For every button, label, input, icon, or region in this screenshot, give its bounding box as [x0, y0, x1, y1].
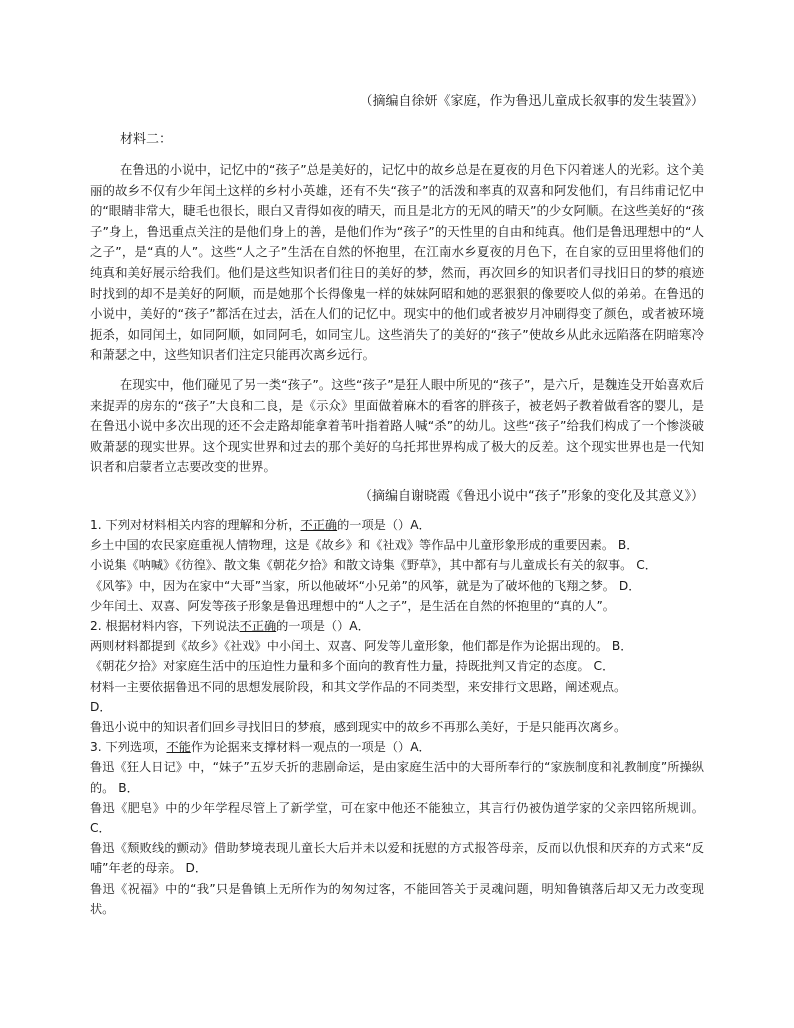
question-1-stem-emphasis: 不正确 [300, 517, 338, 532]
question-1 [90, 515, 704, 616]
question-3-stem-suffix: 作为论据来支撑材料一观点的一项是（）A． [190, 740, 431, 755]
question-1-option-c[interactable]: 《风筝》中，因为在家中“大哥”当家，所以他破坏“小兄弟”的风筝，就是为了破坏他的飞翔之梦。 D． [90, 578, 641, 593]
question-1-option-d[interactable]: 少年闰土、双喜、阿发等孩子形象是鲁迅理想中的“人之子”，是生活在自然的怀抱里的“真的人”。 [90, 598, 615, 613]
question-1-option-a[interactable]: 乡土中国的农民家庭重视人情物理，这是《故乡》和《社戏》等作品中儿童形象形成的重要因素。 B． [90, 538, 639, 553]
document-page [90, 92, 704, 919]
question-2-option-a[interactable]: 两则材料都提到《故乡》《社戏》中小闰土、双喜、阿发等儿童形象，他们都是作为论据出现的。 B． [90, 639, 633, 654]
question-2-option-d[interactable]: 鲁迅小说中的知识者们回乡寻找旧日的梦痕，感到现实中的故乡不再那么美好，于是只能再次离乡。 [90, 719, 627, 734]
question-1-stem-suffix: 的一项是（）A． [337, 517, 431, 532]
question-3-stem-prefix: 3. 下列选项， [90, 740, 167, 755]
material-2-paragraph-1: 在鲁迅的小说中，记忆中的“孩子”总是美好的，记忆中的故乡总是在夏夜的月色下闪着迷人的光彩。这个美丽的故乡不仅有少年闰土这样的乡村小英雄，还有不失“孩子”的活泼和率真的双喜和阿发他们，有吕纬甫记忆中的“眼睛非常大，睫毛也很长，眼白又青得如夜的晴天，而且是北方的无风的晴天”的少女阿顺。在这些美好的“孩子”身上，鲁迅重点关注的是他们身上的善，是他们作为“孩子”的天性里的自由和纯真。他们是鲁迅理想中的“人之子”，是“真的人”。这些“人之子”生活在自然的怀抱里，在江南水乡夏夜的月色下，在自家的豆田里将他们的纯真和美好展示给我们。他们是这些知识者们往日的美好的梦，然而，再次回乡的知识者们寻找旧日的梦的痕迹时找到的却不是美好的阿顺，而是她那个长得像鬼一样的妹妹阿昭和她的恶狠狠的像要咬人似的弟弟。在鲁迅的小说中，美好的“孩子”都活在过去，活在人们的记忆中。现实中的他们或者被岁月冲刷得变了颜色，或者被环境扼杀，如同闰土，如同阿顺，如同阿毛，如同宝儿。这些消失了的美好的“孩子”使故乡从此永远陷落在阴暗寒冷和萧瑟之中，这些知识者们注定只能再次离乡远行。 [90, 162, 705, 363]
source-citation-1: （摘编自徐妍《家庭，作为鲁迅儿童成长叙事的发生装置》） [359, 94, 704, 109]
question-3-option-c[interactable]: 鲁迅《颓败线的颤动》借助梦境表现儿童长大后并未以爱和抚慰的方式报答母亲，反而以仇恨和厌弃的方式来“反哺”年老的母亲。 D． [90, 841, 704, 876]
question-3-stem-emphasis: 不能 [166, 740, 191, 755]
question-2-stem-prefix: 2. 根据材料内容，下列说法 [90, 618, 240, 633]
question-2-option-b[interactable]: 《朝花夕拾》对家庭生活中的压迫性力量和多个面向的教育性力量，持既批判又肯定的态度。 C． [90, 659, 615, 674]
material-2-heading: 材料二： [120, 132, 173, 147]
question-1-stem-prefix: 1. 下列对材料相关内容的理解和分析， [90, 517, 301, 532]
question-2-option-c[interactable]: 材料一主要依据鲁迅不同的思想发展阶段，和其文学作品的不同类型，来安排行文思路，阐述观点。 [90, 679, 627, 694]
question-3-option-b[interactable]: 鲁迅《肥皂》中的少年学程尽管上了新学堂，可在家中他还不能独立，其言行仍被伪道学家的父亲四铭所规训。 C． [90, 800, 704, 835]
question-1-stem [90, 515, 704, 535]
question-2-stem-suffix: 的一项是（）A． [276, 618, 370, 633]
question-3-option-d[interactable]: 鲁迅《祝福》中的“我”只是鲁镇上无所作为的匆匆过客，不能回答关于灵魂问题，明知鲁镇落后却又无力改变现状。 [90, 881, 704, 916]
question-2-stem-emphasis: 不正确 [239, 618, 277, 633]
question-2-stem [90, 616, 704, 636]
source-citation-2: （摘编自谢晓霞《鲁迅小说中“孩子”形象的变化及其意义》） [359, 488, 704, 504]
question-2-option-d-label: D． [90, 699, 112, 714]
question-1-option-b[interactable]: 小说集《呐喊》《彷徨》、散文集《朝花夕拾》和散文诗集《野草》，其中都有与儿童成长有关的叙事。 C． [90, 558, 657, 573]
question-3-stem [90, 737, 704, 757]
material-2-paragraph-2: 在现实中，他们碰见了另一类“孩子”。这些“孩子”是狂人眼中所见的“孩子”，是六斤，是魏连殳开始喜欢后来捉弄的房东的“孩子”大良和二良，是《示众》里面做着麻木的看客的胖孩子，被老妈子教着做看客的婴儿，是在鲁迅小说中多次出现的还不会走路却能拿着苇叶指着路人喊“杀”的幼儿。这些“孩子”给我们构成了一个惨淡破败萧瑟的现实世界。这个现实世界和过去的那个美好的乌托邦世界构成了极大的反差。这个现实世界也是一代知识者和启蒙者立志要改变的世界。 [90, 376, 704, 475]
question-2 [90, 616, 704, 737]
question-3 [90, 737, 704, 919]
question-3-option-a[interactable]: 鲁迅《狂人日记》中，“妹子”五岁夭折的悲剧命运，是由家庭生活中的大哥所奉行的“家族制度和礼教制度”所操纵的。 B． [90, 760, 704, 795]
